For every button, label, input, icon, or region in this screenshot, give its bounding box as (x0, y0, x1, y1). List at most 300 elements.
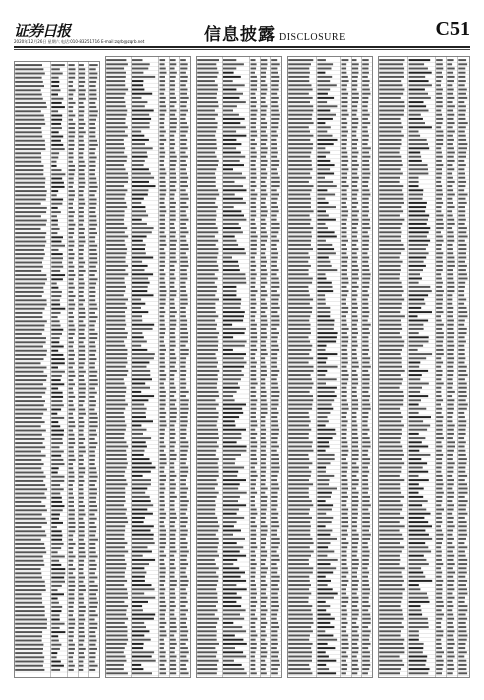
table-cell-text (132, 299, 141, 301)
table-cell-text (106, 496, 125, 498)
table-cell-text (362, 126, 367, 128)
table-cell-text (132, 479, 151, 481)
table-cell-text (170, 664, 176, 666)
table-cell-text (342, 467, 348, 469)
table-cell-text (261, 517, 266, 519)
table-cell-text (271, 160, 279, 162)
table-cell-text (352, 483, 359, 485)
table-cell-text (271, 450, 277, 452)
table-cell-text (51, 383, 64, 385)
table-cell-text (261, 110, 267, 112)
table-cell-text (170, 517, 177, 519)
table-cell-text (317, 101, 327, 103)
table-cell-text (352, 647, 359, 649)
table-cell-text (342, 185, 349, 187)
table-cell-text (352, 131, 357, 133)
table-cell-text (317, 152, 330, 154)
table-cell-text (362, 353, 368, 355)
table-cell-text (458, 206, 465, 208)
table-cell-text (132, 110, 154, 112)
table-cell-text (261, 63, 268, 65)
table-cell-text (251, 383, 258, 385)
table-cell-text (79, 262, 85, 264)
table-cell-text (447, 80, 454, 82)
table-cell-text (170, 236, 176, 238)
table-cell-text (69, 367, 73, 369)
table-cell-text (51, 119, 62, 121)
table-cell-text (79, 425, 85, 427)
table-cell-text (447, 303, 452, 305)
table-cell-text (447, 399, 454, 401)
table-cell-text (436, 139, 443, 141)
table-cell-text (288, 555, 311, 557)
table-cell-text (379, 194, 403, 196)
table-cell-text (458, 412, 464, 414)
table-cell-text (89, 425, 98, 427)
table-cell-text (317, 593, 337, 595)
table-cell-text (15, 635, 42, 637)
table-cell-text (436, 433, 442, 435)
table-cell-text (379, 651, 404, 653)
table-cell-text (89, 337, 97, 339)
table-cell-text (223, 257, 232, 259)
table-cell-text (379, 210, 403, 212)
table-cell-text (132, 139, 149, 141)
table-cell-text (409, 563, 429, 565)
table-cell-text (160, 139, 167, 141)
table-cell-text (170, 630, 177, 632)
table-cell-text (69, 438, 75, 440)
table-cell-text (352, 294, 358, 296)
table-cell-text (106, 467, 127, 469)
table-cell-text (261, 378, 266, 380)
table-cell-text (106, 294, 124, 296)
table-cell-text (261, 198, 266, 200)
table-cell-text (288, 433, 309, 435)
table-cell-text (436, 257, 442, 259)
table-cell-text (51, 341, 59, 343)
table-cell-text (436, 567, 441, 569)
table-cell-text (458, 656, 464, 658)
table-cell-text (362, 609, 368, 611)
table-cell-text (160, 126, 165, 128)
table-cell-text (106, 290, 125, 292)
table-cell-text (223, 668, 244, 670)
table-cell-text (15, 295, 42, 297)
table-cell-text (317, 156, 326, 158)
table-cell-text (271, 618, 277, 620)
table-cell-text (362, 534, 371, 536)
table-cell-text (342, 320, 347, 322)
table-cell-text (251, 521, 256, 523)
table-cell-text (69, 568, 76, 570)
table-cell-text (180, 341, 188, 343)
table-cell-text (197, 261, 217, 263)
table-cell-text (447, 563, 454, 565)
table-cell-text (15, 329, 44, 331)
table-cell-text (106, 131, 125, 133)
table-cell-text (447, 370, 453, 372)
table-cell-text (342, 635, 349, 637)
table-cell-text (89, 140, 97, 142)
table-cell-text (170, 252, 176, 254)
table-cell-text (409, 609, 422, 611)
table-cell-text (89, 577, 97, 579)
table-cell-text (436, 446, 442, 448)
table-cell-text (251, 353, 256, 355)
table-cell-text (251, 336, 258, 338)
table-cell-text (170, 135, 175, 137)
table-cell-text (317, 416, 327, 418)
table-cell-text (51, 346, 63, 348)
table-cell-text (271, 504, 277, 506)
table-cell-text (436, 395, 441, 397)
table-cell-text (288, 286, 308, 288)
table-cell-text (458, 643, 465, 645)
table-cell-text (447, 664, 453, 666)
table-cell-text (180, 240, 186, 242)
table-cell-text (342, 391, 347, 393)
table-cell-text (352, 261, 357, 263)
table-cell-text (89, 493, 97, 495)
table-cell-text (180, 605, 185, 607)
table-cell-text (197, 63, 216, 65)
table-cell-text (180, 647, 188, 649)
table-cell-text (89, 602, 98, 604)
table-cell-text (447, 294, 452, 296)
table-cell-text (160, 450, 165, 452)
table-cell-text (132, 525, 154, 527)
table-cell-text (89, 581, 94, 583)
table-cell-text (89, 505, 97, 507)
table-cell-text (223, 353, 246, 355)
table-cell-text (342, 299, 346, 301)
table-cell-text (436, 105, 443, 107)
table-cell-text (362, 672, 368, 674)
table-cell-text (261, 563, 265, 565)
table-cell-text (15, 417, 42, 419)
table-cell-text (106, 231, 125, 233)
table-cell-text (271, 387, 278, 389)
table-cell-text (180, 567, 186, 569)
table-cell-text (352, 332, 358, 334)
table-cell-text (288, 261, 308, 263)
table-cell-text (69, 283, 74, 285)
table-cell-text (197, 177, 216, 179)
table-cell-text (69, 337, 74, 339)
table-cell-text (160, 273, 166, 275)
table-cell-text (362, 496, 370, 498)
table-cell-text (362, 504, 371, 506)
table-cell-text (132, 483, 151, 485)
table-cell-text (223, 635, 235, 637)
table-cell-text (288, 194, 310, 196)
table-cell-text (342, 131, 348, 133)
table-cell-text (436, 164, 443, 166)
table-cell-text (288, 156, 310, 158)
table-cell-text (362, 236, 369, 238)
table-cell-text (288, 404, 312, 406)
table-cell-text (79, 577, 85, 579)
table-cell-text (15, 522, 47, 524)
table-cell-text (132, 416, 146, 418)
table-cell-text (15, 539, 41, 541)
table-cell-text (288, 500, 312, 502)
table-cell-text (69, 551, 74, 553)
table-cell-text (69, 375, 76, 377)
table-cell-text (251, 492, 258, 494)
table-cell-text (436, 378, 441, 380)
table-cell-text (271, 278, 279, 280)
table-cell-text (160, 248, 165, 250)
table-cell-text (458, 660, 466, 662)
table-cell-text (106, 651, 124, 653)
table-cell-text (458, 210, 465, 212)
table-cell-text (458, 152, 466, 154)
table-cell-text (251, 387, 256, 389)
table-cell-text (160, 408, 165, 410)
table-cell-text (251, 425, 258, 427)
table-cell-text (317, 76, 332, 78)
table-cell-text (180, 265, 188, 267)
table-cell-text (79, 472, 85, 474)
table-cell-text (132, 68, 148, 70)
table-cell-text (170, 446, 175, 448)
table-cell-text (160, 177, 166, 179)
table-cell-text (362, 588, 370, 590)
table-cell-text (362, 110, 368, 112)
table-cell-text (317, 252, 336, 254)
table-cell-text (447, 488, 452, 490)
table-cell-text (458, 378, 465, 380)
table-cell-text (251, 72, 256, 74)
table-cell-text (409, 656, 428, 658)
table-cell-text (51, 404, 64, 406)
table-cell-text (379, 320, 401, 322)
table-cell-text (261, 68, 267, 70)
table-cell-text (180, 273, 187, 275)
table-cell-text (51, 535, 62, 537)
table-cell-text (170, 93, 175, 95)
table-cell-text (288, 626, 311, 628)
table-cell-text (89, 514, 94, 516)
table-cell-text (132, 509, 147, 511)
table-cell-text (458, 542, 464, 544)
table-cell-text (352, 89, 357, 91)
table-cell-text (288, 240, 311, 242)
table-cell-text (51, 568, 65, 570)
table-cell-text (447, 567, 453, 569)
table-cell-text (15, 157, 41, 159)
table-cell-text (447, 257, 454, 259)
table-cell-text (447, 353, 453, 355)
table-cell-text (362, 177, 369, 179)
table-cell-text (89, 215, 96, 217)
table-cell-text (342, 156, 348, 158)
table-cell-text (379, 231, 401, 233)
table-cell-text (342, 261, 348, 263)
table-cell-text (379, 467, 401, 469)
table-cell-text (223, 63, 244, 65)
table-cell-text (180, 387, 186, 389)
table-cell-text (79, 232, 84, 234)
table-cell-text (15, 89, 41, 91)
table-cell-text (458, 450, 465, 452)
table-cell-text (132, 210, 146, 212)
table-cell-text (51, 199, 63, 201)
table-cell-text (458, 131, 465, 133)
table-cell-text (317, 530, 332, 532)
table-cell-text (261, 223, 267, 225)
table-cell-text (379, 68, 404, 70)
table-cell-text (317, 118, 333, 120)
table-cell-text (436, 236, 443, 238)
table-cell-text (180, 80, 187, 82)
table-cell-text (458, 257, 466, 259)
table-cell-text (352, 278, 359, 280)
table-cell-text (223, 282, 246, 284)
table-cell-text (15, 94, 42, 96)
table-cell-text (106, 353, 127, 355)
table-cell-text (362, 488, 369, 490)
table-cell-text (89, 556, 97, 558)
table-cell-text (197, 563, 216, 565)
table-cell-text (89, 488, 97, 490)
table-cell-text (362, 412, 368, 414)
table-cell-text (317, 471, 326, 473)
table-cell-text (436, 387, 441, 389)
table-cell-text (69, 119, 74, 121)
table-cell-text (170, 626, 177, 628)
table-cell-text (223, 588, 247, 590)
table-cell-text (132, 538, 153, 540)
table-cell-text (170, 374, 175, 376)
table-cell-text (271, 420, 278, 422)
table-cell-text (223, 89, 236, 91)
table-cell-text (342, 93, 349, 95)
table-cell-text (89, 518, 97, 520)
table-cell-text (51, 514, 60, 516)
table-cell-text (317, 500, 325, 502)
table-cell-text (362, 441, 370, 443)
table-cell-text (362, 299, 368, 301)
table-cell-text (362, 173, 370, 175)
table-cell-text (106, 492, 125, 494)
table-cell-text (288, 147, 313, 149)
table-cell-text (15, 463, 43, 465)
table-cell-text (223, 328, 246, 330)
table-cell-text (288, 181, 309, 183)
table-cell-text (436, 584, 442, 586)
table-cell-text (170, 605, 176, 607)
table-cell-text (15, 270, 41, 272)
table-cell-text (436, 471, 441, 473)
table-cell-text (15, 497, 46, 499)
table-cell-text (106, 416, 125, 418)
table-cell-text (379, 534, 402, 536)
table-cell-text (342, 446, 348, 448)
table-cell-text (379, 404, 403, 406)
table-cell-text (132, 202, 141, 204)
table-cell-text (362, 614, 370, 616)
section-title (204, 20, 346, 45)
table-cell-text (288, 273, 308, 275)
table-cell-text (251, 605, 256, 607)
table-cell-text (160, 366, 166, 368)
table-cell-text (160, 110, 167, 112)
table-cell-text (447, 118, 453, 120)
table-cell-text (197, 143, 216, 145)
table-cell-text (261, 244, 265, 246)
table-cell-text (79, 144, 85, 146)
table-cell-text (132, 303, 145, 305)
table-cell-text (409, 349, 418, 351)
table-cell-text (352, 122, 359, 124)
table-cell-text (447, 59, 453, 61)
table-cell-text (447, 160, 454, 162)
table-cell-text (180, 294, 187, 296)
table-cell-text (223, 420, 235, 422)
table-cell-text (89, 463, 95, 465)
table-cell-text (223, 139, 236, 141)
table-cell-text (223, 467, 244, 469)
table-cell-text (170, 227, 175, 229)
table-cell-text (170, 311, 177, 313)
table-cell-text (409, 362, 421, 364)
table-cell-text (317, 282, 331, 284)
table-cell-text (261, 584, 268, 586)
table-cell-text (15, 585, 45, 587)
table-cell-text (79, 438, 85, 440)
table-cell-text (89, 589, 98, 591)
table-cell-text (132, 530, 151, 532)
table-cell-text (447, 126, 452, 128)
table-cell-text (271, 488, 279, 490)
table-cell-text (261, 534, 267, 536)
table-cell-text (342, 479, 348, 481)
table-cell-text (379, 168, 401, 170)
table-cell-text (69, 81, 74, 83)
table-cell-text (170, 559, 175, 561)
table-cell-text (69, 220, 74, 222)
table-cell-text (251, 370, 257, 372)
table-cell-text (362, 294, 369, 296)
table-cell-text (160, 496, 165, 498)
table-cell-text (69, 169, 76, 171)
table-cell-text (89, 669, 95, 671)
table-cell-text (436, 181, 441, 183)
table-cell-text (271, 139, 276, 141)
table-cell-text (15, 631, 42, 633)
table-cell-text (89, 388, 95, 390)
table-cell-text (261, 173, 268, 175)
table-cell-text (458, 626, 466, 628)
table-cell-text (251, 131, 257, 133)
table-cell-text (362, 168, 369, 170)
table-cell-text (106, 332, 128, 334)
table-cell-text (79, 228, 85, 230)
table-cell-text (458, 374, 467, 376)
table-cell-text (170, 265, 175, 267)
table-cell-text (106, 324, 126, 326)
table-cell-text (170, 59, 176, 61)
table-cell-text (132, 450, 145, 452)
table-cell-text (379, 559, 400, 561)
table-cell-text (160, 198, 165, 200)
table-cell-text (79, 283, 85, 285)
table-cell-text (261, 177, 267, 179)
table-cell-text (106, 152, 124, 154)
